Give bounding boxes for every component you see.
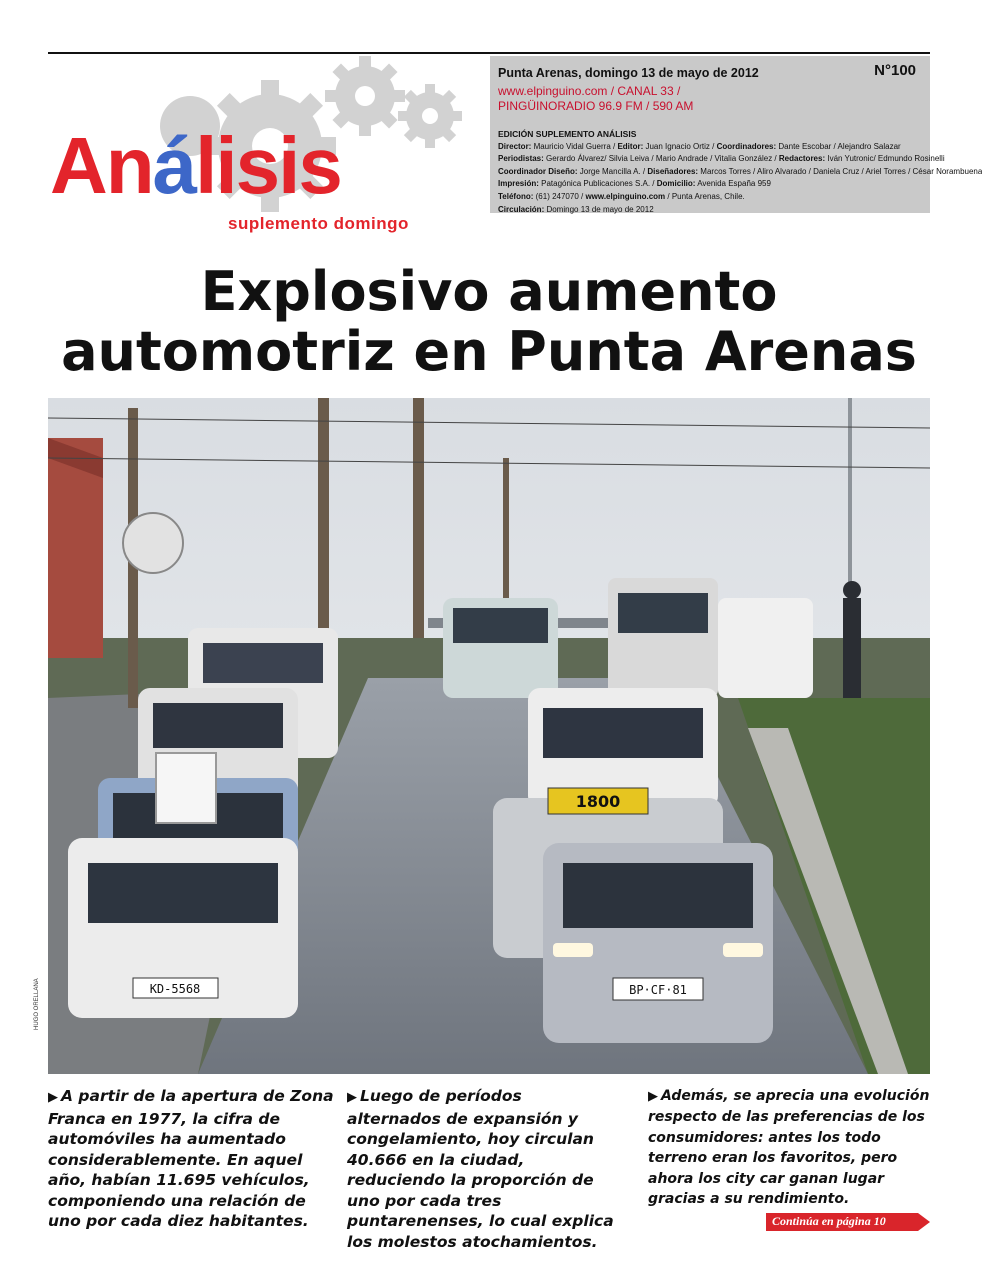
credit-value: Jorge Mancilla A. /	[577, 166, 648, 176]
photo-credit: HUGO ORELLANA	[34, 978, 40, 1030]
credit-line	[498, 191, 926, 204]
staff-credits	[498, 128, 982, 216]
logo-text-accent: á	[152, 121, 196, 210]
credit-line	[498, 141, 926, 154]
credit-value: Gerardo Álvarez/ Silvia Leiva / Mario Andrade / Vitalia González /	[543, 154, 779, 164]
summary-column-2	[347, 1086, 617, 1252]
bullet-triangle-icon: ▶	[48, 1090, 58, 1105]
traffic-photo	[48, 398, 930, 1074]
credit-value: Dante Escobar / Alejandro Salazar	[776, 141, 901, 151]
summary-text-1: A partir de la apertura de Zona Franca en 1977, la cifra de automóviles ha aumentado considerablemente. En aquel año, habían 11.695 vehículos, componiendo una relación de uno por cada diez habitantes.	[48, 1087, 334, 1230]
credit-value: Marcos Torres / Aliro Alvarado / Daniela Cruz / Ariel Torres / César Norambuena	[698, 166, 982, 176]
credit-value: Juan Ignacio Ortiz /	[643, 141, 717, 151]
credit-value: Domingo 13 de mayo de 2012	[544, 204, 654, 214]
credit-value: Iván Yutronic/ Edmundo Rosinelli	[825, 154, 945, 164]
website-line[interactable]: www.elpinguino.com / CANAL 33 /	[498, 84, 681, 98]
continue-label: Continúa en página 10	[772, 1214, 886, 1228]
radio-line: PINGÜINORADIO 96.9 FM / 590 AM	[498, 99, 694, 113]
summary-column-3	[648, 1086, 930, 1209]
summary-text-2: Luego de períodos alternados de expansión y congelamiento, hoy circulan 40.666 en la ciudad, reduciendo la proporción de uno por cada tres puntarenenses, lo cual explica los molestos atochamientos.	[347, 1087, 614, 1251]
credit-value: (61) 247070 /	[533, 191, 586, 201]
traffic-photo-illustration	[48, 398, 930, 1074]
logo-text-an: An	[50, 121, 153, 210]
credit-line	[498, 153, 945, 166]
analisis-logo	[50, 121, 341, 226]
credit-label: www.elpinguino.com	[585, 191, 666, 201]
masthead-info-box	[490, 56, 982, 214]
credit-label: Circulación:	[498, 204, 545, 214]
plate-right: BP·CF·81	[629, 983, 687, 997]
top-rule	[48, 52, 930, 54]
summary-column-1	[48, 1086, 336, 1232]
credit-label: Coordinador Diseño:	[498, 166, 578, 176]
credit-value: / Punta Arenas, Chile.	[665, 191, 745, 201]
credit-line	[498, 204, 926, 217]
taxi-sign: 1800	[575, 792, 621, 811]
arrow-right-icon	[918, 1213, 930, 1231]
main-headline	[30, 262, 948, 382]
credit-label: Impresión:	[498, 179, 539, 189]
headline-line-2: automotriz en Punta Arenas	[61, 320, 917, 383]
edition-label: EDICIÓN SUPLEMENTO ANÁLISIS	[498, 129, 637, 139]
continue-link[interactable]	[766, 1213, 930, 1231]
summary-text-3: Además, se aprecia una evolución respecto de las preferencias de los consumidores: antes los todo terreno eran los favoritos, pero ahora los city car ganan lugar gracias a su rendimiento.	[648, 1088, 930, 1208]
credit-label: Teléfono:	[498, 191, 534, 201]
credit-label: Domicilio:	[656, 179, 696, 189]
plate-left: KD-5568	[149, 982, 201, 996]
credit-line	[498, 166, 982, 179]
logo-text-lisis: lisis	[195, 121, 341, 210]
credit-value: Mauricio Vidal Guerra /	[531, 141, 618, 151]
credit-label: Redactores:	[778, 154, 826, 164]
logo-subtitle: suplemento domingo	[228, 214, 409, 233]
credit-line	[498, 178, 926, 191]
credit-value: Patagónica Publicaciones S.A. /	[538, 179, 657, 189]
bullet-triangle-icon: ▶	[648, 1089, 658, 1104]
credit-value: Avenida España 959	[695, 179, 771, 189]
credit-label: Editor:	[617, 141, 644, 151]
credit-label: Director:	[498, 141, 532, 151]
bullet-triangle-icon: ▶	[347, 1090, 357, 1105]
credit-label: Diseñadores:	[647, 166, 699, 176]
credit-label: Periodistas:	[498, 154, 544, 164]
dateline: Punta Arenas, domingo 13 de mayo de 2012	[498, 66, 759, 80]
headline-line-1: Explosivo aumento	[200, 260, 778, 323]
credit-label: Coordinadores:	[716, 141, 777, 151]
contact-links	[498, 84, 693, 114]
issue-number: N°100	[874, 62, 916, 79]
